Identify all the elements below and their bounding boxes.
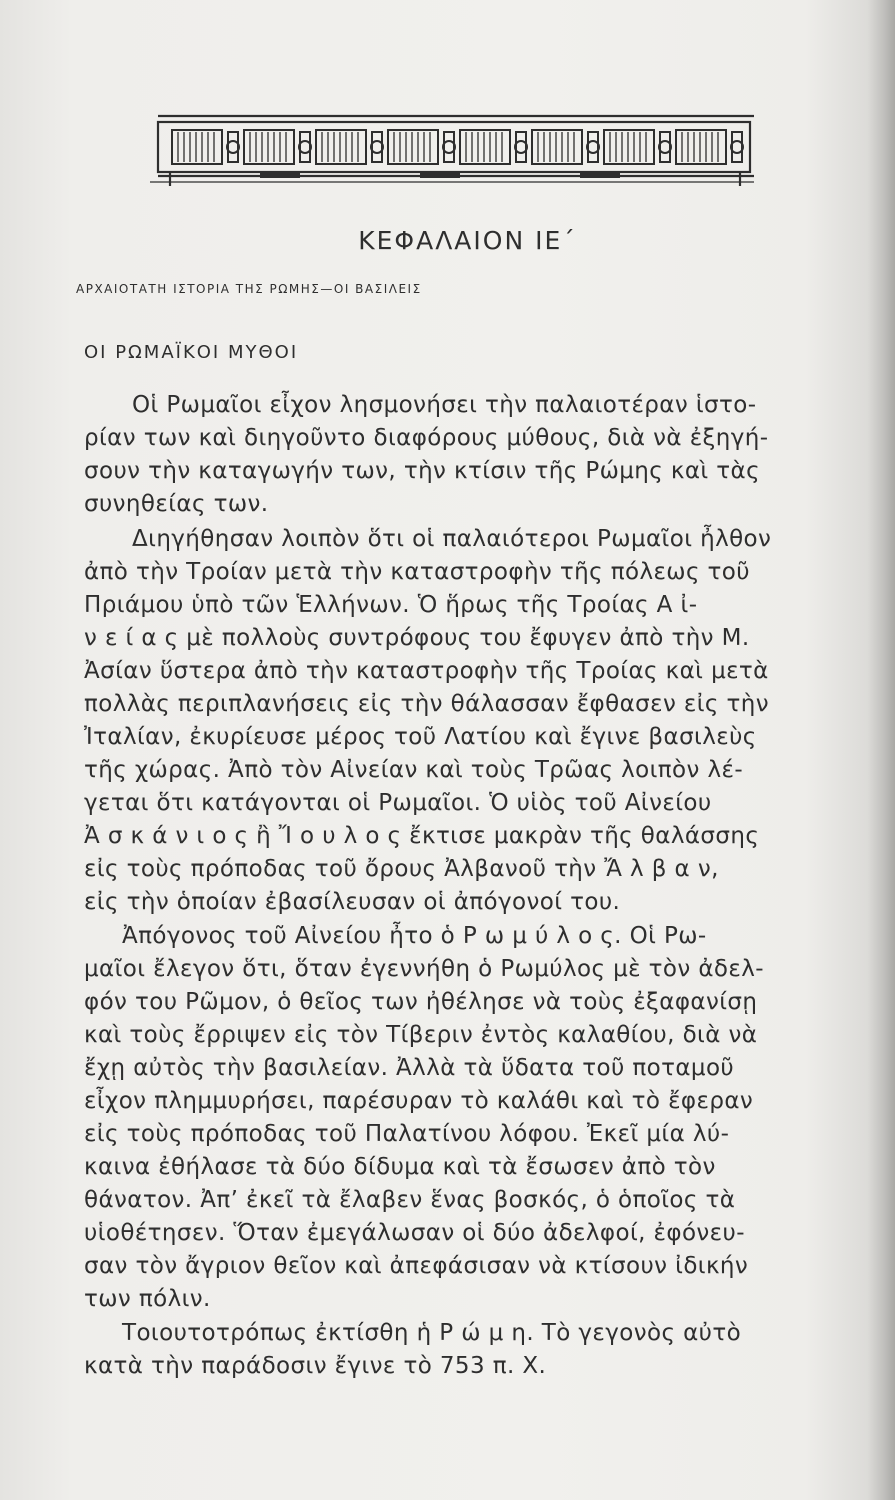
text-line: Ἀ σ κ ά ν ι ο ς ἢ Ἴ ο υ λ ο ς ἔκτισε μακρὰν τῆς θαλάσσης [84,823,760,849]
page-edge-shadow [867,0,895,1500]
text-line: Διηγήθησαν λοιπὸν ὅτι οἱ παλαιότεροι Ρωμαῖοι ἦλθον [132,526,772,552]
text-line: εἰς τὴν ὁποίαν ἐβασίλευσαν οἱ ἀπόγονοί του. [84,889,621,915]
text-line: κατὰ τὴν παράδοσιν ἔγινε τὸ 753 π. Χ. [84,1353,547,1379]
text-line: θάνατον. Ἀπ’ ἐκεῖ τὰ ἔλαβεν ἕνας βοσκός, ὁ ὁποῖος τὰ [84,1187,736,1213]
text-line: υἱοθέτησεν. Ὅταν ἐμεγάλωσαν οἱ δύο ἀδελφοί, ἐφόνευ- [84,1220,745,1246]
text-line: Ἀπόγονος τοῦ Αἰνείου ἦτο ὁ Ρ ω μ ύ λ ο ς. Οἱ Ρω- [122,923,707,949]
text-line: Πριάμου ὑπὸ τῶν Ἑλλήνων. Ὁ ἥρως τῆς Τροίας Α ἰ- [84,592,698,618]
text-line: σουν τὴν καταγωγήν των, τὴν κτίσιν τῆς Ρώμης καὶ τὰς [84,458,761,484]
text-line: πολλὰς περιπλανήσεις εἰς τὴν θάλασσαν ἔφθασεν εἰς τὴν [84,691,770,717]
text-line: γεται ὅτι κατάγονται οἱ Ρωμαῖοι. Ὁ υἱὸς τοῦ Αἰνείου [84,790,712,816]
text-line: εἰς τοὺς πρόποδας τοῦ Παλατίνου λόφου. Ἐκεῖ μία λύ- [84,1121,730,1147]
text-line: Τοιουτοτρόπως ἐκτίσθη ἡ Ρ ώ μ η. Τὸ γεγονὸς αὐτὸ [122,1320,742,1346]
text-line: Οἱ Ρωμαῖοι εἶχον λησμονήσει τὴν παλαιοτέραν ἱστο- [132,392,757,418]
text-line: σαν τὸν ἄγριον θεῖον καὶ ἀπεφάσισαν νὰ κτίσουν ἰδικήν [84,1253,749,1279]
text-line: Ἀσίαν ὕστερα ἀπὸ τὴν καταστροφὴν τῆς Τροίας καὶ μετὰ [84,658,769,684]
meander-ornament-icon [150,108,760,188]
text-line: Ἰταλίαν, ἐκυρίευσε μέρος τοῦ Λατίου καὶ ἔγινε βασιλεὺς [84,724,757,750]
text-line: τῆς χώρας. Ἀπὸ τὸν Αἰνείαν καὶ τοὺς Τρῶας λοιπὸν λέ- [84,757,744,783]
text-line: εἶχον πλημμυρήσει, παρέσυραν τὸ καλάθι καὶ τὸ ἔφεραν [84,1088,754,1114]
chapter-title: ΑΡΧΑΙΟΤΑΤΗ ΙΣΤΟΡΙΑ ΤΗΣ ΡΩΜΗΣ—ΟΙ ΒΑΣΙΛΕΙΣ [76,282,422,296]
text-line: συνηθείας των. [84,491,269,517]
text-line: καὶ τοὺς ἔρριψεν εἰς τὸν Τίβεριν ἐντὸς καλαθίου, διὰ νὰ [84,1022,758,1048]
text-line: ἔχῃ αὐτὸς τὴν βασιλείαν. Ἀλλὰ τὰ ὕδατα τοῦ ποταμοῦ [84,1055,735,1081]
text-line: των πόλιν. [84,1286,211,1312]
chapter-heading: ΚΕΦΑΛΑΙΟΝ ΙΕ΄ [358,226,577,255]
text-line: ρίαν των καὶ διηγοῦντο διαφόρους μύθους, διὰ νὰ ἐξηγή- [84,425,769,451]
text-line: μαῖοι ἔλεγον ὅτι, ὅταν ἐγεννήθη ὁ Ρωμύλος μὲ τὸν ἀδελ- [84,956,764,982]
text-line: καινα ἐθήλασε τὰ δύο δίδυμα καὶ τὰ ἔσωσεν ἀπὸ τὸν [84,1154,716,1180]
text-line: ἀπὸ τὴν Τροίαν μετὰ τὴν καταστροφὴν τῆς πόλεως τοῦ [84,559,750,585]
text-line: φόν του Ρῶμον, ὁ θεῖος των ἠθέλησε νὰ τοὺς ἐξαφανίσῃ [84,989,758,1015]
section-heading: ΟΙ ΡΩΜΑΪΚΟΙ ΜΥΘΟΙ [84,342,299,363]
text-line: εἰς τοὺς πρόποδας τοῦ ὄρους Ἀλβανοῦ τὴν Ἄ λ β α ν, [84,856,719,882]
text-line: ν ε ί α ς μὲ πολλοὺς συντρόφους του ἔφυγεν ἀπὸ τὴν Μ. [84,625,750,651]
